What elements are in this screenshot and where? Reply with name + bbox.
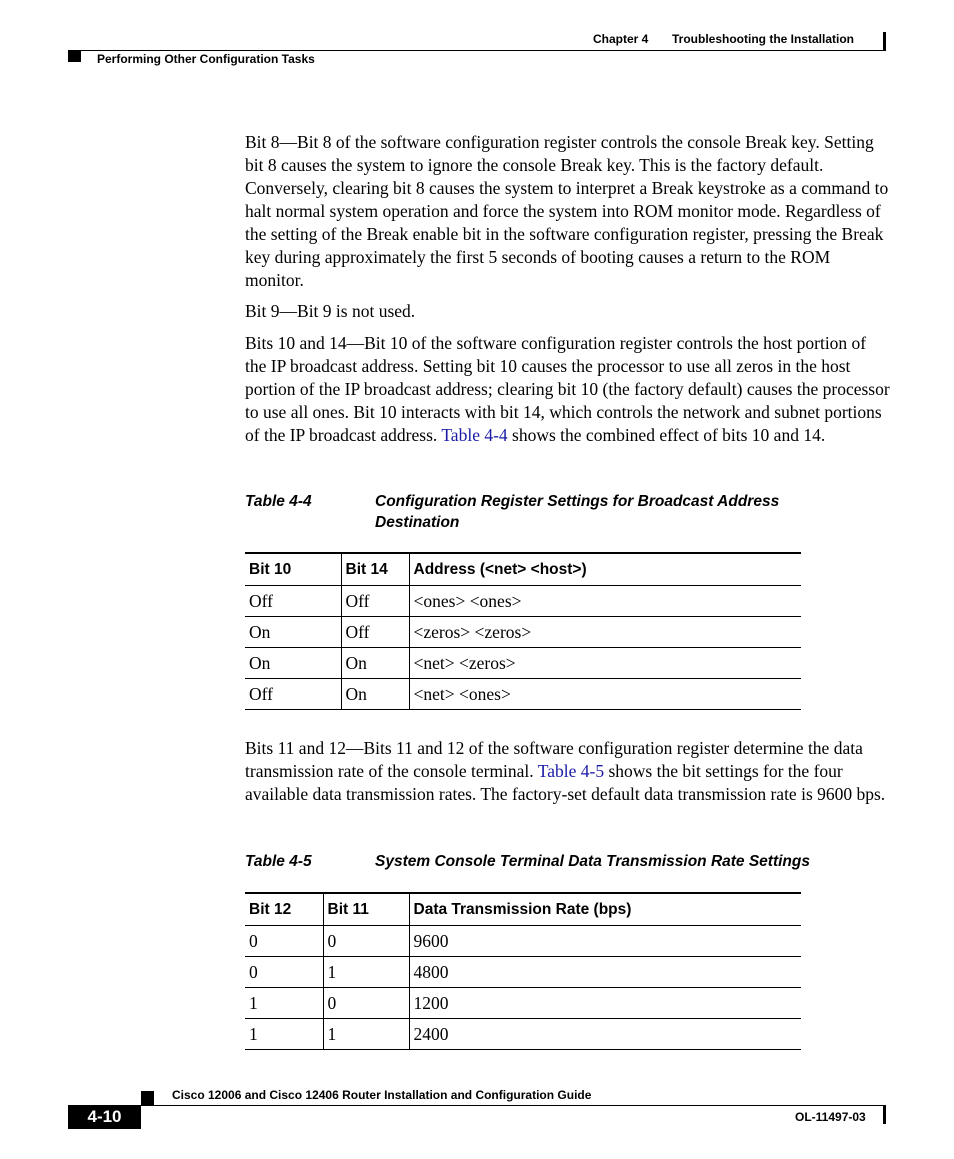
paragraph-text: shows the combined effect of bits 10 and 14. <box>512 425 826 445</box>
chapter-number: Chapter 4 <box>593 32 649 46</box>
transmission-rate-table <box>245 892 801 1050</box>
guide-title: Cisco 12006 and Cisco 12406 Router Installation and Configuration Guide <box>172 1088 592 1102</box>
table-cell: On <box>245 617 341 648</box>
column-header: Data Transmission Rate (bps) <box>409 893 801 926</box>
table-cell: On <box>245 648 341 679</box>
document-number: OL-11497-03 <box>795 1110 866 1124</box>
table-cell: Off <box>245 586 341 617</box>
paragraph-bit9: Bit 9—Bit 9 is not used. <box>245 301 416 321</box>
table-row <box>245 648 801 679</box>
table-cell: 1 <box>323 957 409 988</box>
column-header: Bit 10 <box>245 553 341 586</box>
table-row <box>245 586 801 617</box>
table-cell: 2400 <box>409 1019 801 1050</box>
table-row <box>245 926 801 957</box>
header-vertical-bar <box>883 32 886 50</box>
table-cell: 0 <box>245 926 323 957</box>
table-4-5-title: System Console Terminal Data Transmission Rate Settings <box>375 853 810 870</box>
column-header: Bit 12 <box>245 893 323 926</box>
paragraph-bits11-12 <box>245 737 890 806</box>
table-cell: <net> <zeros> <box>409 648 801 679</box>
table-cell: 1 <box>245 1019 323 1050</box>
table-4-5-label: Table 4-5 <box>245 853 312 870</box>
table-row <box>245 988 801 1019</box>
broadcast-address-table <box>245 552 801 710</box>
table-header-row <box>245 893 801 926</box>
table-cell: <net> <ones> <box>409 679 801 710</box>
table-row <box>245 617 801 648</box>
table-row <box>245 1019 801 1050</box>
footer-marker-block <box>141 1091 154 1105</box>
chapter-title: Troubleshooting the Installation <box>672 32 854 46</box>
table-cell: 0 <box>323 988 409 1019</box>
paragraph-text: Bits 10 and 14—Bit 10 of the software configuration register controls the host portion of the IP broadcast address. Setting bit 10 causes the processor to use all zeros in the host portion of the IP broadcast address; clearing bit 10 (the factory default) causes the processor to use all ones. Bit 10 interacts with bit 14, which controls the network and subnet portions of the IP broadcast address. <box>245 333 890 445</box>
footer-vertical-bar <box>883 1106 886 1124</box>
column-header: Address (<net> <host>) <box>409 553 801 586</box>
table-4-4-title: Configuration Register Settings for Broadcast Address Destination <box>375 493 780 531</box>
page-number-box <box>68 1105 141 1129</box>
table-cell: On <box>341 648 409 679</box>
table-cell: 0 <box>323 926 409 957</box>
table-cell: 1 <box>245 988 323 1019</box>
column-header: Bit 14 <box>341 553 409 586</box>
table-cell: On <box>341 679 409 710</box>
table-header-row <box>245 553 801 586</box>
header-marker-block <box>68 51 81 62</box>
table-4-5-link[interactable]: Table 4-5 <box>537 761 605 781</box>
table-cell: <zeros> <zeros> <box>409 617 801 648</box>
table-4-4-link[interactable]: Table 4-4 <box>441 425 508 445</box>
table-cell: 4800 <box>409 957 801 988</box>
page-number: 4-10 <box>87 1107 122 1126</box>
paragraph-text: shows the bit settings for the four available data transmission rates. The factory-set default data transmission rate is 9600 bps. <box>245 761 886 804</box>
footer-rule <box>68 1105 886 1106</box>
table-cell: 0 <box>245 957 323 988</box>
paragraph-text: Bits 11 and 12—Bits 11 and 12 of the software configuration register determine the data transmission rate of the console terminal. <box>245 738 863 781</box>
section-title: Performing Other Configuration Tasks <box>97 52 315 66</box>
column-header: Bit 11 <box>323 893 409 926</box>
table-cell: Off <box>341 586 409 617</box>
table-cell: 1200 <box>409 988 801 1019</box>
paragraph-bits10-14 <box>245 332 890 447</box>
table-row <box>245 679 801 710</box>
table-cell: Off <box>245 679 341 710</box>
header-rule <box>68 50 886 51</box>
table-cell: 9600 <box>409 926 801 957</box>
table-cell: 1 <box>323 1019 409 1050</box>
paragraph-bit8: Bit 8—Bit 8 of the software configuration register controls the console Break key. Setting bit 8 causes the system to ignore the console Break key. This is the factory default. Conversely, clearing bit 8 causes the system to interpret a Break keystroke as a command to halt normal system operation and force the system into ROM monitor mode. Regardless of the setting of the Break enable bit in the software configuration register, pressing the Break key during approximately the first 5 seconds of booting causes a return to the ROM monitor. <box>245 132 889 290</box>
table-cell: <ones> <ones> <box>409 586 801 617</box>
table-4-4-label: Table 4-4 <box>245 493 312 510</box>
table-row <box>245 957 801 988</box>
table-cell: Off <box>341 617 409 648</box>
